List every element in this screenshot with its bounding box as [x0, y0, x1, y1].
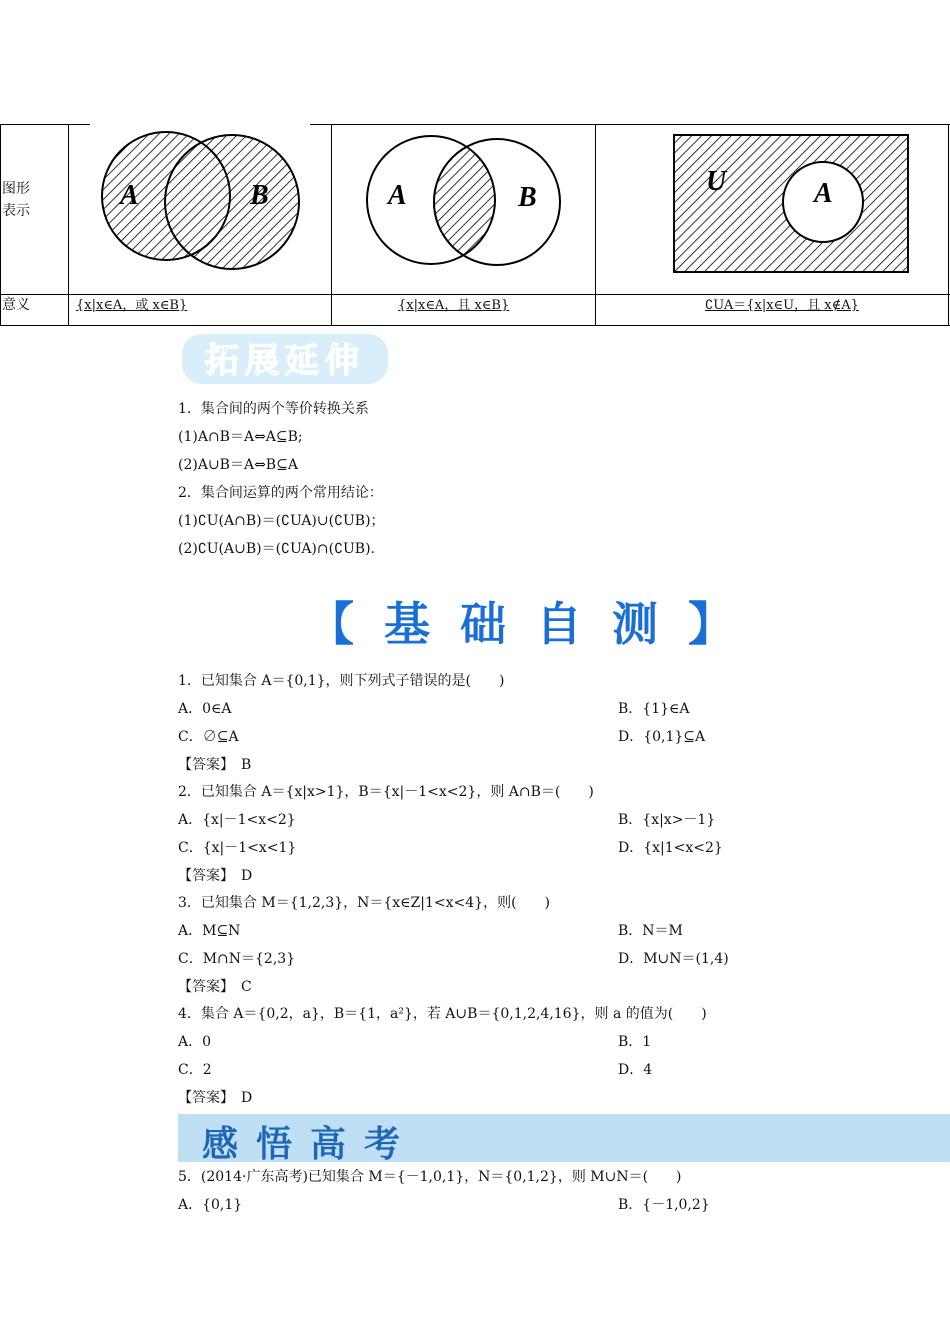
ext-line-1: 1．集合间的两个等价转换关系	[178, 401, 369, 417]
extension-banner-text: 拓展延伸	[205, 341, 365, 381]
q1-answer: 【答案】 B	[178, 757, 252, 773]
intersection-venn	[367, 136, 560, 265]
ext-line-3: (2)A∪B＝A⇔B⊆A	[178, 457, 298, 473]
q4-option-d: D．4	[618, 1062, 653, 1078]
q2-stem: 2．已知集合 A＝{x|x>1}，B＝{x|－1<x<2}，则 A∩B＝( )	[178, 784, 594, 800]
q5-stem: 5．(2014·广东高考)已知集合 M＝{－1,0,1}，N＝{0,1,2}，则 M∪N＝( )	[178, 1169, 682, 1185]
q2-option-d: D．{x|1<x<2}	[618, 840, 723, 856]
union-meaning: {x|x∈A，或 x∈B}	[76, 298, 188, 313]
intersection-meaning: {x|x∈A，且 x∈B}	[398, 298, 510, 313]
complement-meaning: ∁UA＝{x|x∈U，且 x∉A}	[705, 298, 859, 313]
venn-diagrams	[0, 124, 950, 294]
q3-option-b: B．N＝M	[618, 923, 683, 939]
q1-option-a: A．0∈A	[178, 701, 232, 717]
q5-option-a: A．{0,1}	[178, 1197, 243, 1213]
q2-option-c: C．{x|－1<x<1}	[178, 840, 297, 856]
q2-answer: 【答案】 D	[178, 868, 253, 884]
q4-option-c: C．2	[178, 1062, 212, 1078]
complement-venn	[674, 135, 908, 272]
extension-banner	[180, 330, 390, 388]
q2-option-b: B．{x|x>－1}	[618, 812, 716, 828]
venn-label-u: U	[706, 166, 727, 197]
q1-option-d: D．{0,1}⊆A	[618, 729, 706, 745]
q4-option-a: A．0	[178, 1034, 212, 1050]
gaokao-banner	[178, 1114, 950, 1165]
row-label-graph: 图形 表示	[2, 181, 30, 219]
venn-label-b2: B	[518, 182, 537, 213]
q4-option-b: B．1	[618, 1034, 652, 1050]
venn-label-a2: A	[388, 180, 407, 211]
ext-line-2: (1)A∩B＝A⇔A⊆B;	[178, 429, 303, 445]
set-operations-table	[0, 124, 950, 326]
venn-label-b: B	[250, 180, 269, 211]
q2-option-a: A．{x|－1<x<2}	[178, 812, 296, 828]
q1-stem: 1．已知集合 A＝{0,1}，则下列式子错误的是( )	[178, 673, 505, 689]
q5-option-b: B．{－1,0,2}	[618, 1197, 710, 1213]
q3-option-a: A．M⊆N	[178, 923, 241, 939]
venn-label-a: A	[120, 180, 139, 211]
row-label-meaning: 意义	[2, 297, 30, 313]
ext-line-6: (2)∁U(A∪B)＝(∁UA)∩(∁UB).	[178, 541, 375, 557]
q3-answer: 【答案】 C	[178, 979, 252, 995]
q1-option-b: B．{1}∈A	[618, 701, 690, 717]
q1-option-c: C．∅⊆A	[178, 729, 239, 745]
venn-label-a3: A	[814, 178, 833, 209]
q4-answer: 【答案】 D	[178, 1090, 253, 1106]
union-venn	[102, 132, 299, 269]
ext-line-4: 2．集合间运算的两个常用结论：	[178, 485, 383, 501]
ext-line-5: (1)∁U(A∩B)＝(∁UA)∪(∁UB)；	[178, 513, 385, 529]
q3-stem: 3．已知集合 M＝{1,2,3}，N＝{x∈Z|1<x<4}，则( )	[178, 895, 550, 911]
q4-stem: 4．集合 A＝{0,2，a}，B＝{1，a²}，若 A∪B＝{0,1,2,4,16}，则 a 的值为( )	[178, 1006, 707, 1022]
q3-option-d: D．M∪N＝(1,4)	[618, 951, 729, 967]
q3-option-c: C．M∩N＝{2,3}	[178, 951, 296, 967]
basics-title: 【基础自测】	[308, 597, 764, 651]
gaokao-banner-text: 感悟高考	[202, 1124, 419, 1165]
